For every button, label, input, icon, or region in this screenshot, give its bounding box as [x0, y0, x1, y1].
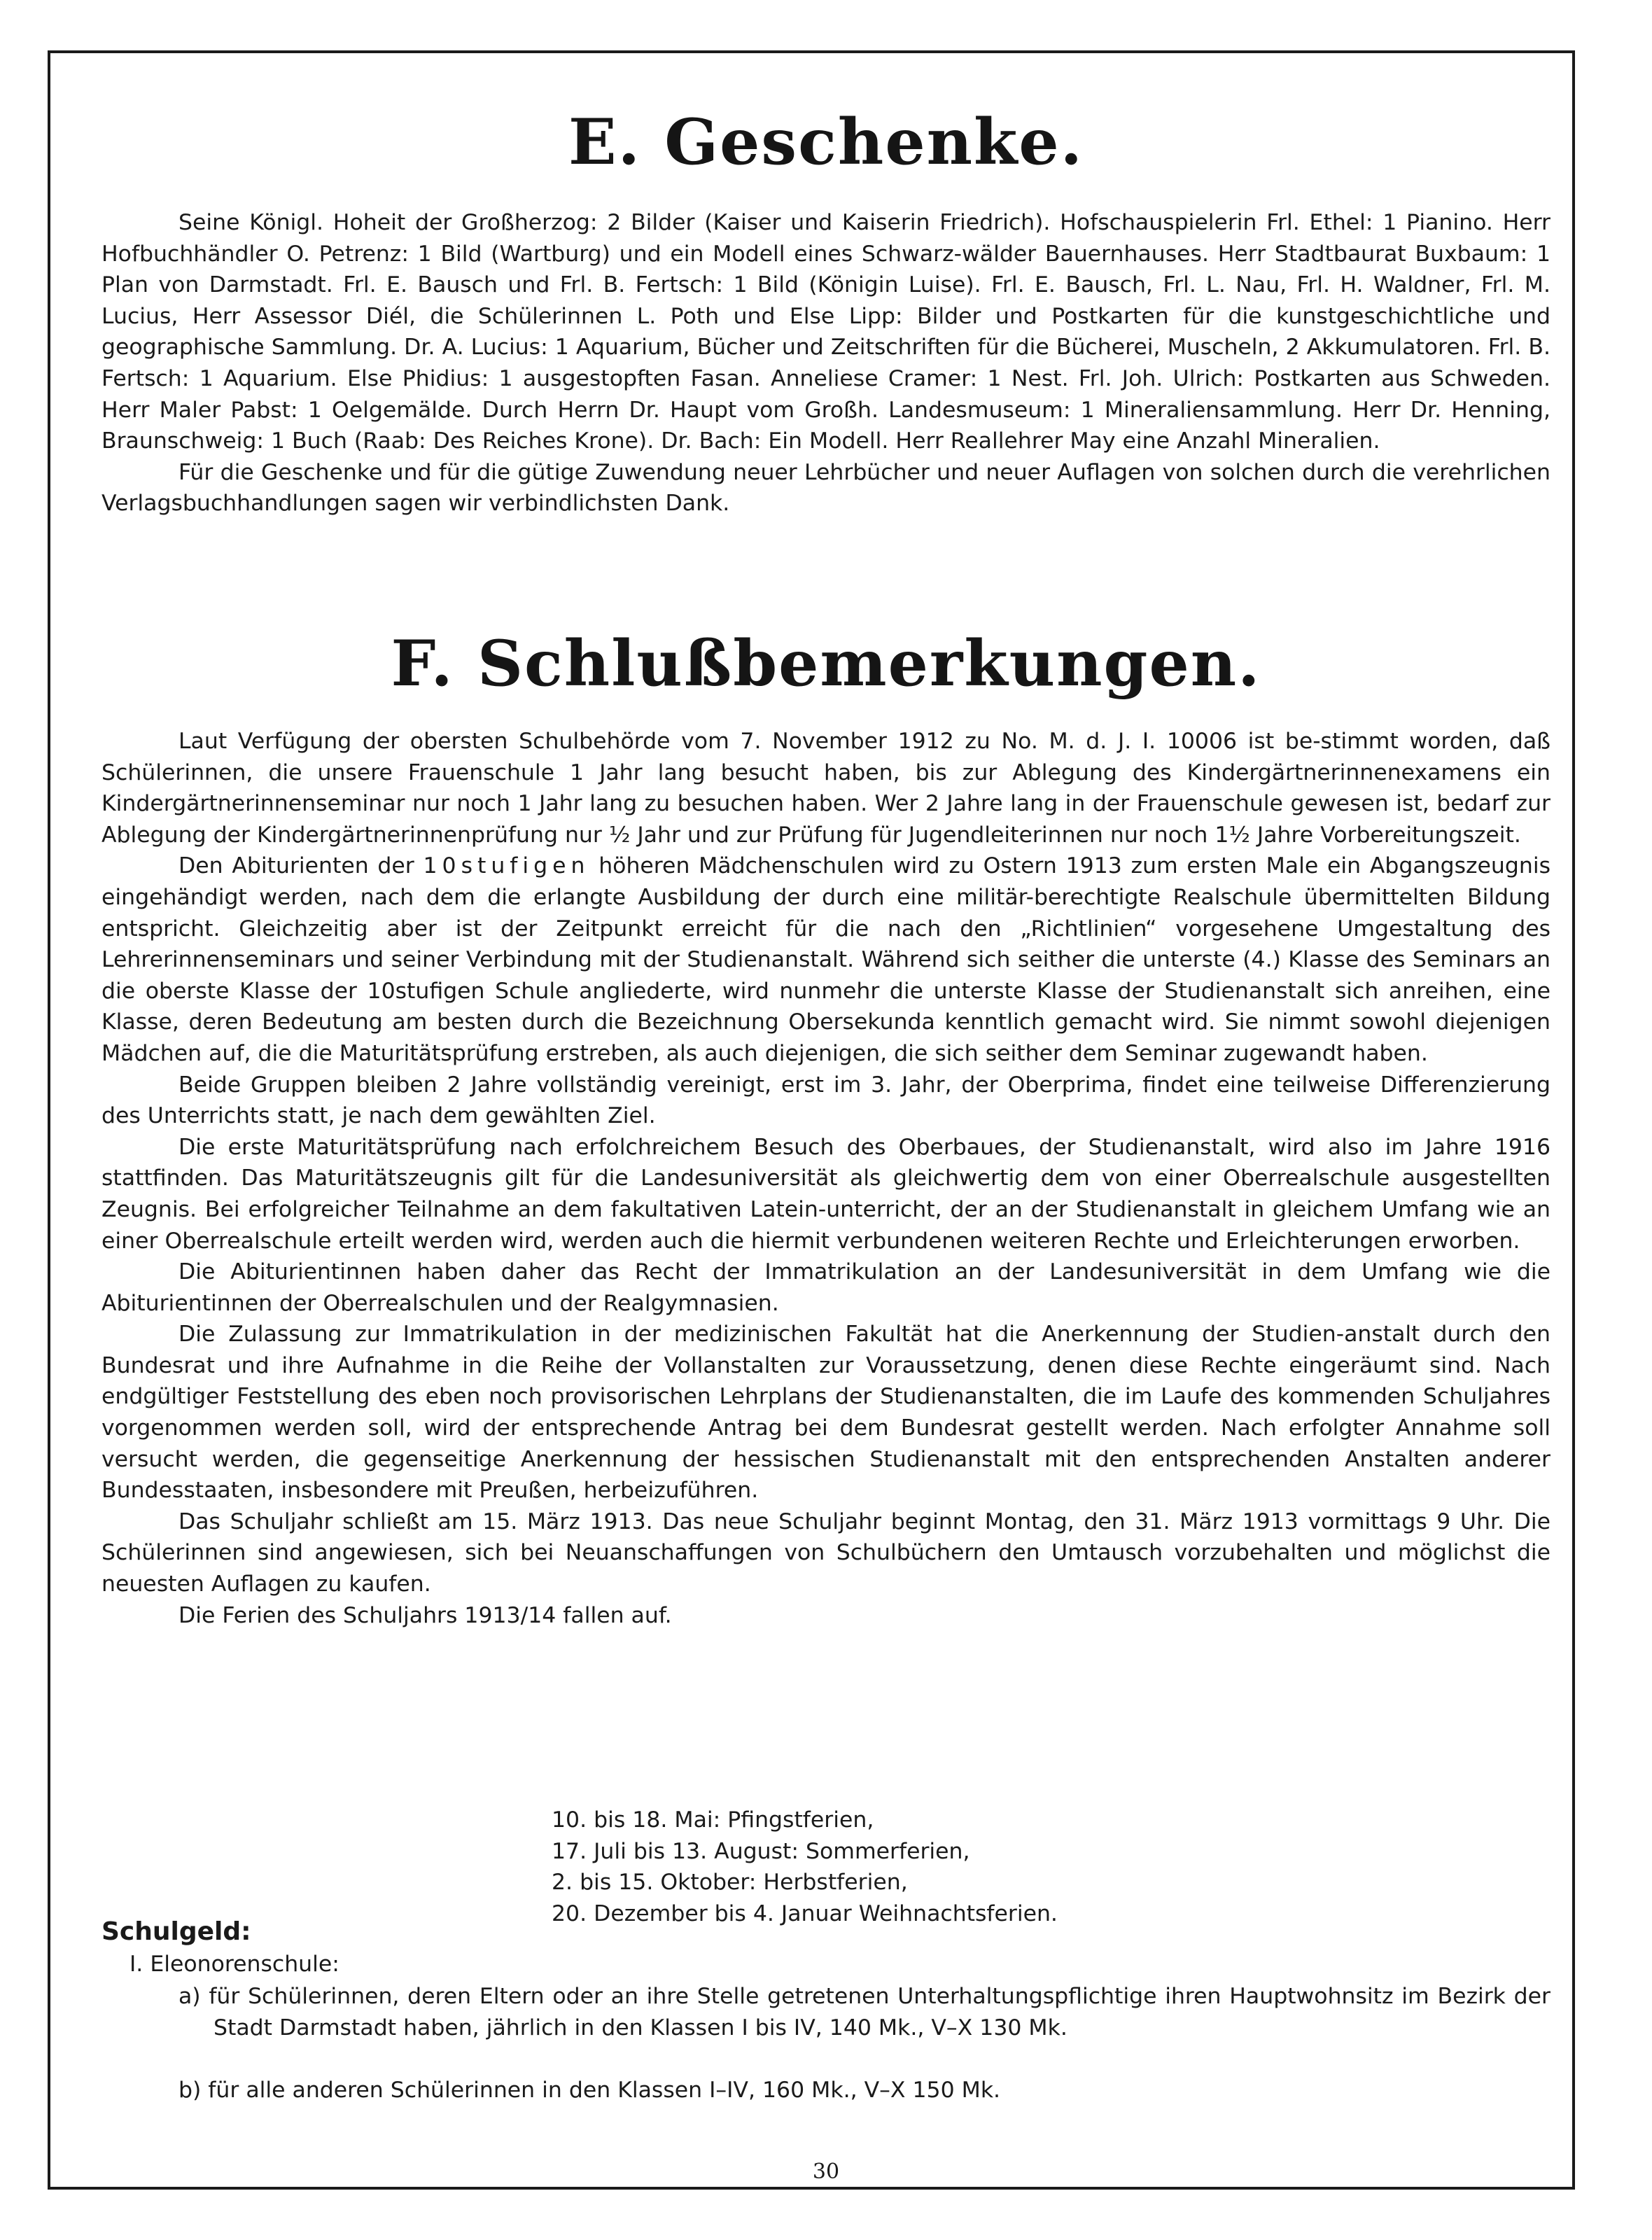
holiday-item: 20. Dezember bis 4. Januar Weihnachtsferien.: [552, 1900, 1058, 1926]
p2-spaced-text: 10stufigen: [423, 853, 590, 879]
section-f-paragraph: [102, 850, 1550, 1069]
section-f-heading: F. Schlußbemerkungen.: [391, 626, 1261, 701]
section-e-paragraph: Für die Geschenke und für die gütige Zuwendung neuer Lehrbücher und neuer Auflagen von solchen durch die verehrlichen Verlagsbuchhandlungen sagen wir verbindlichsten Dank.: [102, 459, 1550, 517]
holiday-item: 10. bis 18. Mai: Pfingstferien,: [552, 1807, 874, 1833]
section-f-paragraph: Die Ferien des Schuljahrs 1913/14 fallen auf.: [178, 1602, 672, 1628]
section-e-heading: E. Geschenke.: [568, 105, 1084, 179]
p2-before-text: Den Abiturienten der: [178, 853, 414, 879]
schulgeld-item-b: b) für alle anderen Schülerinnen in den Klassen I–IV, 160 Mk., V–X 150 Mk.: [178, 2078, 1001, 2103]
holiday-list: [552, 1805, 1182, 1929]
section-f-paragraph: Laut Verfügung der obersten Schulbehörde vom 7. November 1912 zu No. M. d. J. I. 10006 ist be-stimmt worden, daß Schülerinnen, die unsere Frauenschule 1 Jahr lang besucht haben, bis zur Ablegung des Kindergärtnerinnenexamens ein Kindergärtnerinnenseminar nur noch 1 Jahr lang zu besuchen haben. Wer 2 Jahre lang in der Frauenschule gewesen ist, bedarf zur Ablegung der Kindergärtnerinnenprüfung nur ½ Jahr und zur Prüfung für Jugendleiterinnen nur noch 1½ Jahre Vorbereitungszeit.: [102, 729, 1550, 848]
section-e-paragraph: Seine Königl. Hoheit der Großherzog: 2 Bilder (Kaiser und Kaiserin Friedrich). Hofschauspielerin Frl. Ethel: 1 Pianino. Herr Hofbuchhändler O. Petrenz: 1 Bild (Wartburg) und ein Modell eines Schwarz-wälder Bauernhauses. Herr Stadtbaurat Buxbaum: 1 Plan von Darmstadt. Frl. E. Bausch und Frl. B. Fertsch: 1 Bild (Königin Luise). Frl. E. Bausch, Frl. L. Nau, Frl. H. Waldner, Frl. M. Lucius, Herr Assessor Diél, die Schülerinnen L. Poth und Else Lipp: Bilder und Postkarten für die kunstgeschichtliche und geographische Sammlung. Dr. A. Lucius: 1 Aquarium, Bücher und Zeitschriften für die Bücherei, Muscheln, 2 Akkumulatoren. Frl. B. Fertsch: 1 Aquarium. Else Phidius: 1 ausgestopften Fasan. Anneliese Cramer: 1 Nest. Frl. Joh. Ulrich: Postkarten aus Schweden. Herr Maler Pabst: 1 Oelgemälde. Durch Herrn Dr. Haupt vom Großh. Landesmuseum: 1 Mineraliensammlung. Herr Dr. Henning, Braunschweig: 1 Buch (Raab: Des Reiches Krone). Dr. Bach: Ein Modell. Herr Reallehrer May eine Anzahl Mineralien.: [102, 210, 1550, 454]
schulgeld-item-a-text: a) für Schülerinnen, deren Eltern oder an ihre Stelle getretenen Unterhaltungspflichtige ihren Hauptwohnsitz im Bezirk der Stadt Darmstadt haben, jährlich in den Klassen I bis IV, 140 Mk., V–X 130 Mk.: [178, 1984, 1550, 2040]
section-f-paragraph: Das Schuljahr schließt am 15. März 1913. Das neue Schuljahr beginnt Montag, den 31. März 1913 vormittags 9 Uhr. Die Schülerinnen sind angewiesen, sich bei Neuanschaffungen von Schulbüchern den Umtausch vorzubehalten und möglichst die neuesten Auflagen zu kaufen.: [102, 1508, 1550, 1597]
section-f-body: [102, 726, 1550, 1631]
schulgeld-item-1: I. Eleonorenschule:: [130, 1952, 340, 1977]
schulgeld-heading: Schulgeld:: [102, 1917, 251, 1946]
section-e-body: [102, 207, 1550, 519]
section-f-paragraph: Die erste Maturitätsprüfung nach erfolchreichem Besuch des Oberbaues, der Studienanstalt, wird also im Jahre 1916 stattfinden. Das Maturitätszeugnis gilt für die Landesuniversität als gleichwertig dem von einer Oberrealschule ausgestellten Zeugnis. Bei erfolgreicher Teilnahme an dem fakultativen Latein-unterricht, der an der Studienanstalt in gleichem Umfang wie an einer Oberrealschule erteilt werden wird, werden auch die hiermit verbundenen weiteren Rechte und Erleichterungen erworben.: [102, 1134, 1550, 1254]
section-f-paragraph: Die Abiturientinnen haben daher das Recht der Immatrikulation an der Landesuniversität in dem Umfang wie die Abiturientinnen der Oberrealschulen und der Realgymnasien.: [102, 1259, 1550, 1316]
page-number: 30: [812, 2160, 840, 2184]
holiday-item: 17. Juli bis 13. August: Sommerferien,: [552, 1838, 970, 1864]
p2-after-text: höheren Mädchenschulen wird zu Ostern 1913 zum ersten Male ein Abgangszeugnis eingehändigt werden, nach dem die erlangte Ausbildung der durch eine militär-berechtigte Realschule übermittelten Bildung entspricht. Gleichzeitig aber ist der Zeitpunkt erreicht für die nach den „Richtlinien“ vorgesehene Umgestaltung des Lehrerinnenseminars und seiner Verbindung mit der Studienanstalt. Während sich seither die unterste (4.) Klasse des Seminars an die oberste Klasse der 10stufigen Schule angliederte, wird nunmehr die unterste Klasse der Studienanstalt sich anreihen, eine Klasse, deren Bedeutung am besten durch die Bezeichnung Obersekunda kenntlich gemacht wird. Sie nimmt sowohl diejenigen Mädchen auf, die die Maturitätsprüfung erstreben, als auch diejenigen, die sich seither dem Seminar zugewandt haben.: [102, 853, 1550, 1066]
section-f-paragraph: Die Zulassung zur Immatrikulation in der medizinischen Fakultät hat die Anerkennung der Studien-anstalt durch den Bundesrat und ihre Aufnahme in die Reihe der Vollanstalten zur Voraussetzung, denen diese Rechte eingeräumt sind. Nach endgültiger Feststellung des eben noch provisorischen Lehrplans der Studienanstalten, die im Laufe des kommenden Schuljahres vorgenommen werden soll, wird der entsprechende Antrag bei dem Bundesrat gestellt werden. Nach erfolgter Annahme soll versucht werden, die gegenseitige Anerkennung der hessischen Studienanstalt mit den entsprechenden Anstalten anderer Bundesstaaten, insbesondere mit Preußen, herbeizuführen.: [102, 1322, 1550, 1504]
holiday-item: 2. bis 15. Oktober: Herbstferien,: [552, 1870, 908, 1896]
schulgeld-item-a: [102, 1981, 1550, 2043]
section-f-paragraph: Beide Gruppen bleiben 2 Jahre vollständig vereinigt, erst im 3. Jahr, der Oberprima, findet eine teilweise Differenzierung des Unterrichts statt, je nach dem gewählten Ziel.: [102, 1072, 1550, 1129]
